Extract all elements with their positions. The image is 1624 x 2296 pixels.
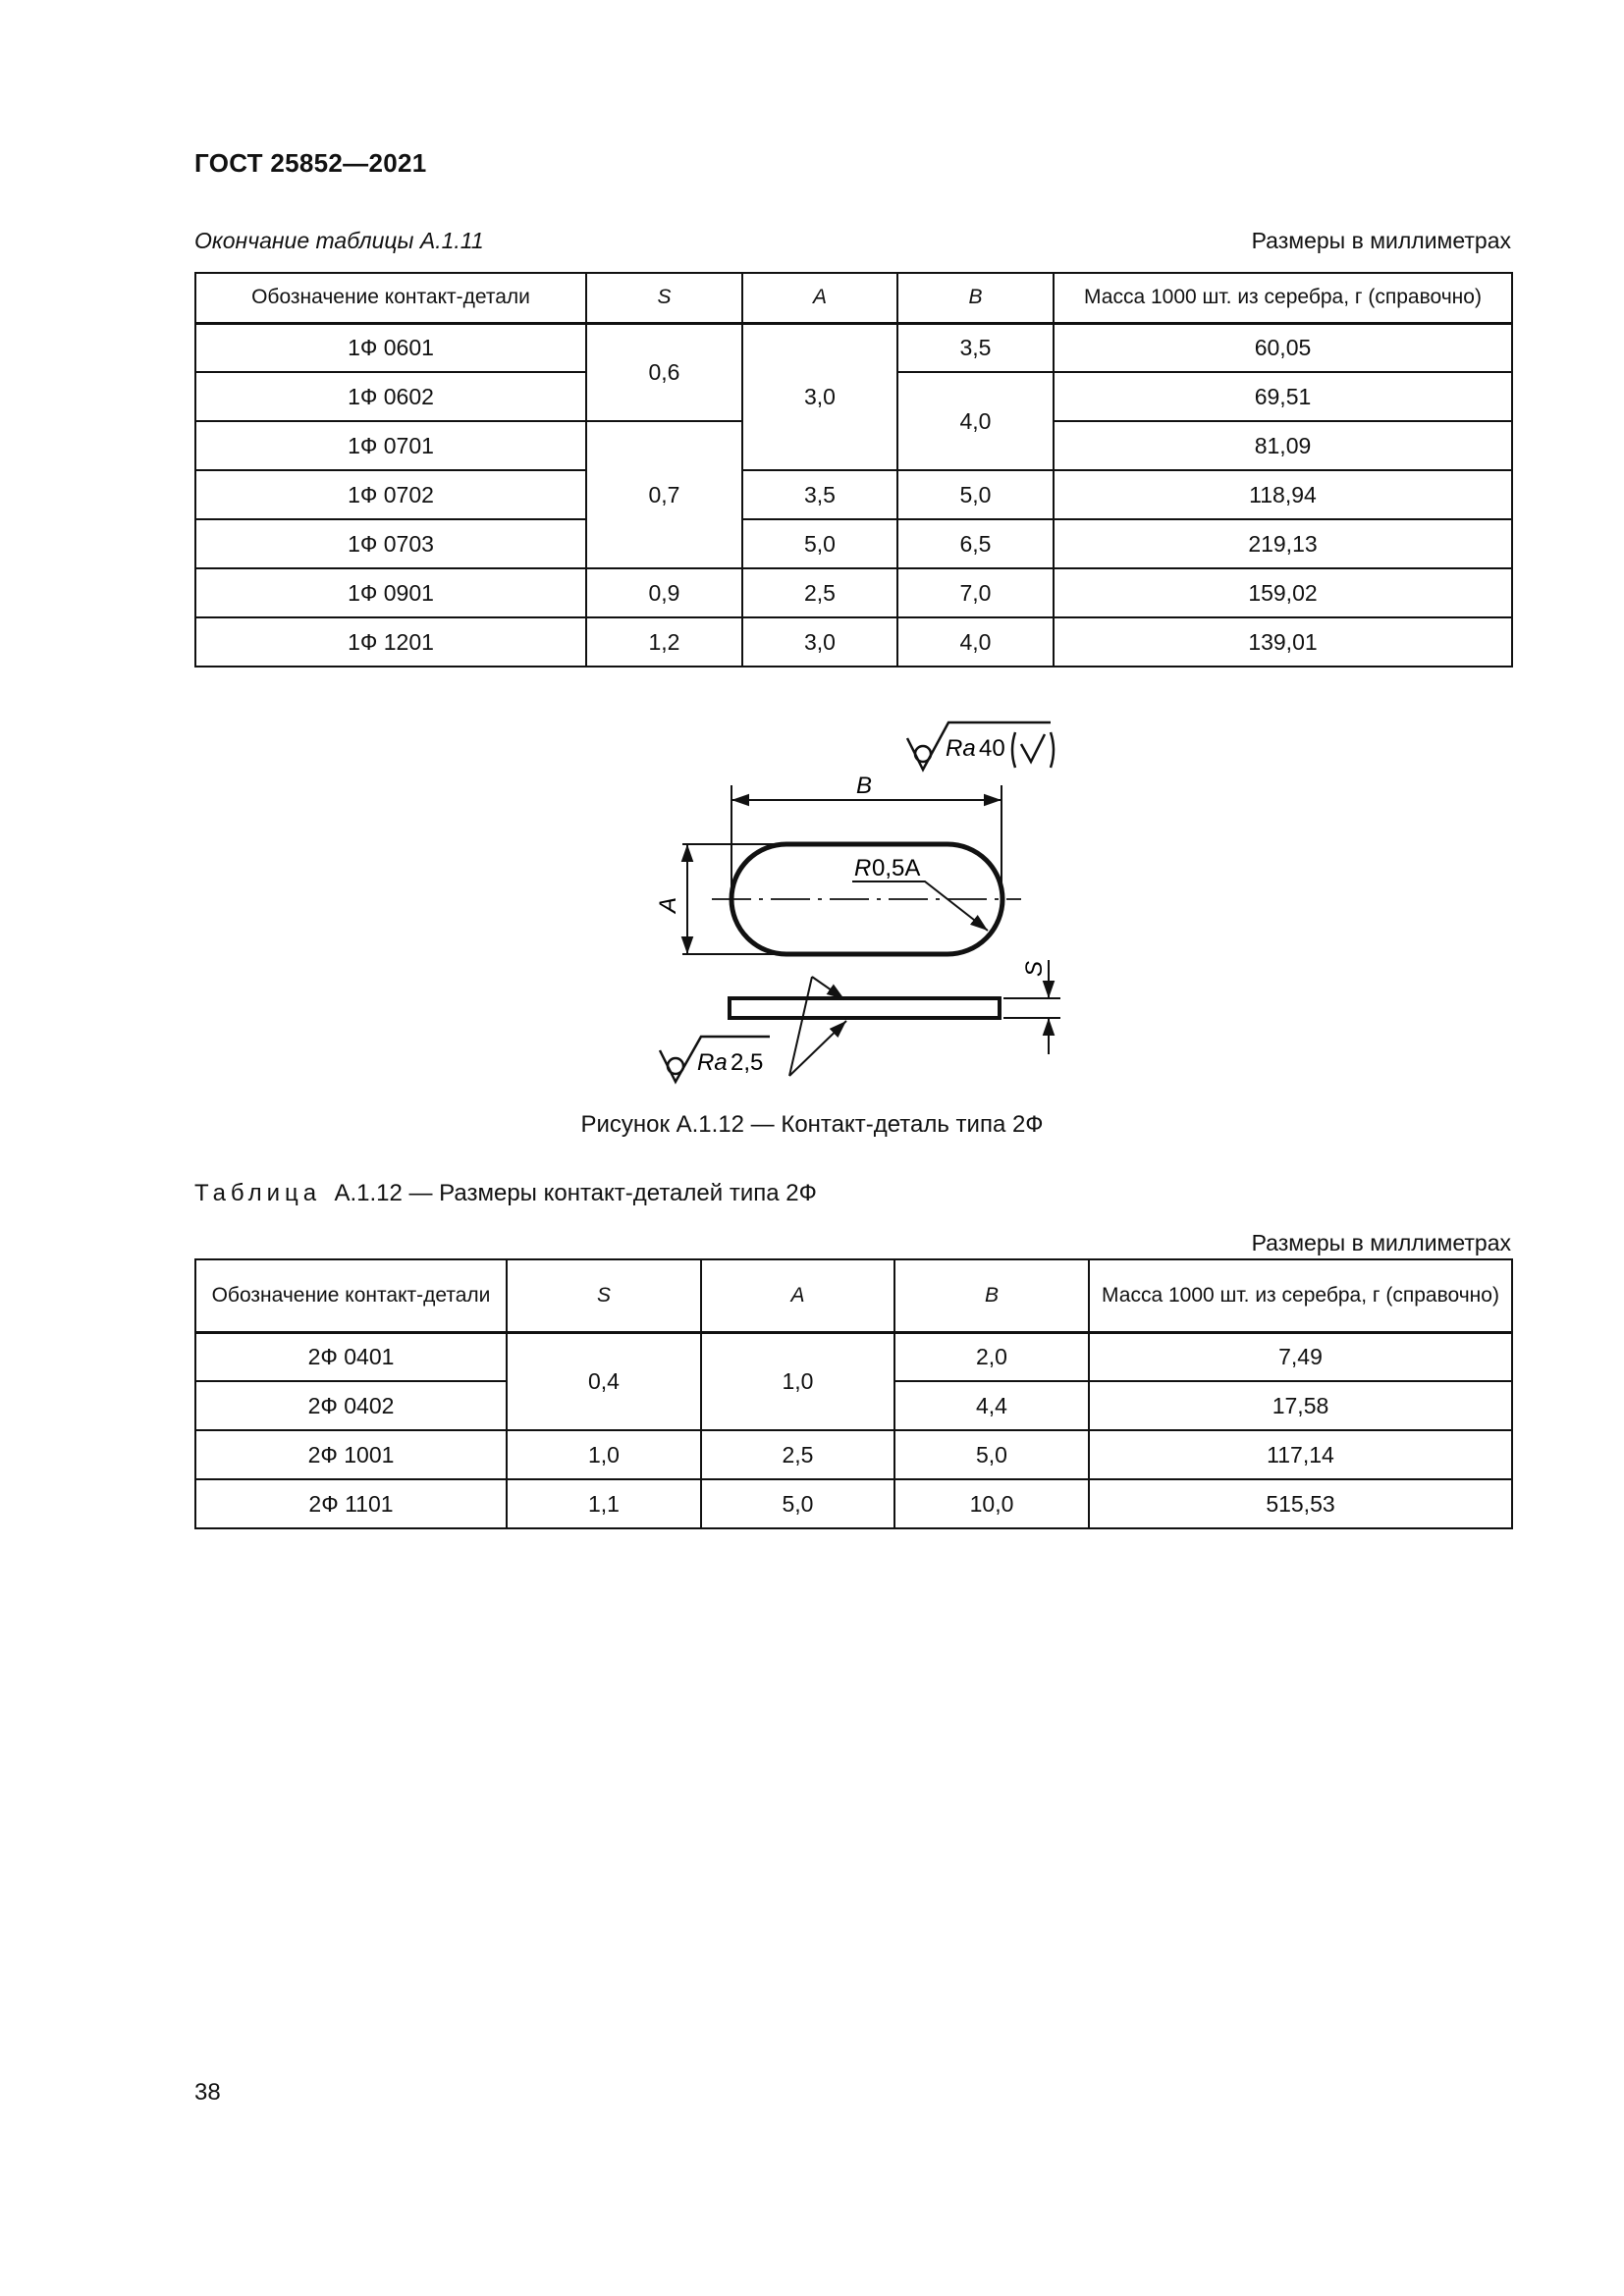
col-header-a: A <box>701 1259 894 1332</box>
col-header-mass: Масса 1000 шт. из серебра, г (справочно) <box>1054 273 1512 323</box>
table2-title-word: Таблица <box>194 1180 322 1206</box>
designation-cell: 1Ф 0602 <box>195 372 586 421</box>
s-cell: 0,6 <box>586 323 742 421</box>
dim-s-label: S <box>1021 960 1048 978</box>
mass-cell: 81,09 <box>1054 421 1512 470</box>
roughness-bottom-ra: Ra <box>697 1049 728 1076</box>
designation-cell: 2Ф 1101 <box>195 1479 507 1528</box>
b-cell: 4,0 <box>897 372 1054 470</box>
b-cell: 2,0 <box>894 1332 1089 1381</box>
mass-cell: 219,13 <box>1054 519 1512 568</box>
page-number: 38 <box>194 2079 221 2106</box>
mass-cell: 515,53 <box>1089 1479 1512 1528</box>
designation-cell: 1Ф 0702 <box>195 470 586 519</box>
table2-title-rest: А.1.12 — Размеры контакт-деталей типа 2Ф <box>334 1180 817 1206</box>
roughness-top-value: 40 <box>979 735 1005 762</box>
col-header-mass: Масса 1000 шт. из серебра, г (справочно) <box>1089 1259 1512 1332</box>
col-header-designation: Обозначение контакт-детали <box>195 1259 507 1332</box>
b-cell: 4,0 <box>897 617 1054 667</box>
s-cell: 1,1 <box>507 1479 701 1528</box>
document-header: ГОСТ 25852—2021 <box>194 148 427 178</box>
b-cell: 7,0 <box>897 568 1054 617</box>
mass-cell: 117,14 <box>1089 1430 1512 1479</box>
table2-units: Размеры в миллиметрах <box>1251 1230 1511 1255</box>
radius-r-label: R <box>854 855 872 881</box>
mass-cell: 118,94 <box>1054 470 1512 519</box>
a-cell: 5,0 <box>742 519 897 568</box>
roughness-symbol-top <box>907 722 1054 770</box>
figure-caption: Рисунок А.1.12 — Контакт-деталь типа 2Ф <box>580 1111 1044 1138</box>
designation-cell: 2Ф 1001 <box>195 1430 507 1479</box>
col-header-b: B <box>894 1259 1089 1332</box>
s-cell: 0,7 <box>586 421 742 568</box>
dim-b-label: B <box>856 773 873 799</box>
b-cell: 6,5 <box>897 519 1054 568</box>
col-header-b: B <box>897 273 1054 323</box>
mass-cell: 60,05 <box>1054 323 1512 372</box>
b-cell: 4,4 <box>894 1381 1089 1430</box>
a-cell: 3,5 <box>742 470 897 519</box>
a-cell: 5,0 <box>701 1479 894 1528</box>
col-header-s: S <box>507 1259 701 1332</box>
designation-cell: 1Ф 0703 <box>195 519 586 568</box>
a-cell: 2,5 <box>742 568 897 617</box>
col-header-a: A <box>742 273 897 323</box>
mass-cell: 69,51 <box>1054 372 1512 421</box>
mass-cell: 139,01 <box>1054 617 1512 667</box>
mass-cell: 17,58 <box>1089 1381 1512 1430</box>
s-cell: 0,4 <box>507 1332 701 1430</box>
designation-cell: 2Ф 0401 <box>195 1332 507 1381</box>
s-cell: 1,2 <box>586 617 742 667</box>
roughness-symbol-bottom <box>660 977 846 1082</box>
dim-a-label: A <box>655 896 681 914</box>
table1-units: Размеры в миллиметрах <box>1251 228 1511 253</box>
contact-part-drawing <box>0 0 1624 1109</box>
col-header-s: S <box>586 273 742 323</box>
a-cell: 2,5 <box>701 1430 894 1479</box>
roughness-top-ra: Ra <box>946 735 976 762</box>
designation-cell: 1Ф 0601 <box>195 323 586 372</box>
s-cell: 1,0 <box>507 1430 701 1479</box>
designation-cell: 1Ф 0901 <box>195 568 586 617</box>
a-cell: 3,0 <box>742 323 897 470</box>
table-row <box>195 1332 1512 1381</box>
table1-caption: Окончание таблицы А.1.11 <box>194 228 484 253</box>
contact-part-top-view <box>655 844 1021 954</box>
mass-cell: 7,49 <box>1089 1332 1512 1381</box>
col-header-designation: Обозначение контакт-детали <box>195 273 586 323</box>
contact-part-side-view <box>730 960 1060 1054</box>
designation-cell: 2Ф 0402 <box>195 1381 507 1430</box>
table-row <box>195 1479 1512 1528</box>
b-cell: 10,0 <box>894 1479 1089 1528</box>
designation-cell: 1Ф 1201 <box>195 617 586 667</box>
designation-cell: 1Ф 0701 <box>195 421 586 470</box>
a-cell: 1,0 <box>701 1332 894 1430</box>
roughness-bottom-value: 2,5 <box>731 1049 764 1076</box>
table-2 <box>194 1258 1513 1529</box>
mass-cell: 159,02 <box>1054 568 1512 617</box>
table-header-row <box>195 1259 1512 1332</box>
radius-value: 0,5A <box>872 855 921 881</box>
a-cell: 3,0 <box>742 617 897 667</box>
b-cell: 5,0 <box>897 470 1054 519</box>
s-cell: 0,9 <box>586 568 742 617</box>
table-row <box>195 1430 1512 1479</box>
b-cell: 3,5 <box>897 323 1054 372</box>
b-cell: 5,0 <box>894 1430 1089 1479</box>
table2-title <box>194 1180 817 1207</box>
